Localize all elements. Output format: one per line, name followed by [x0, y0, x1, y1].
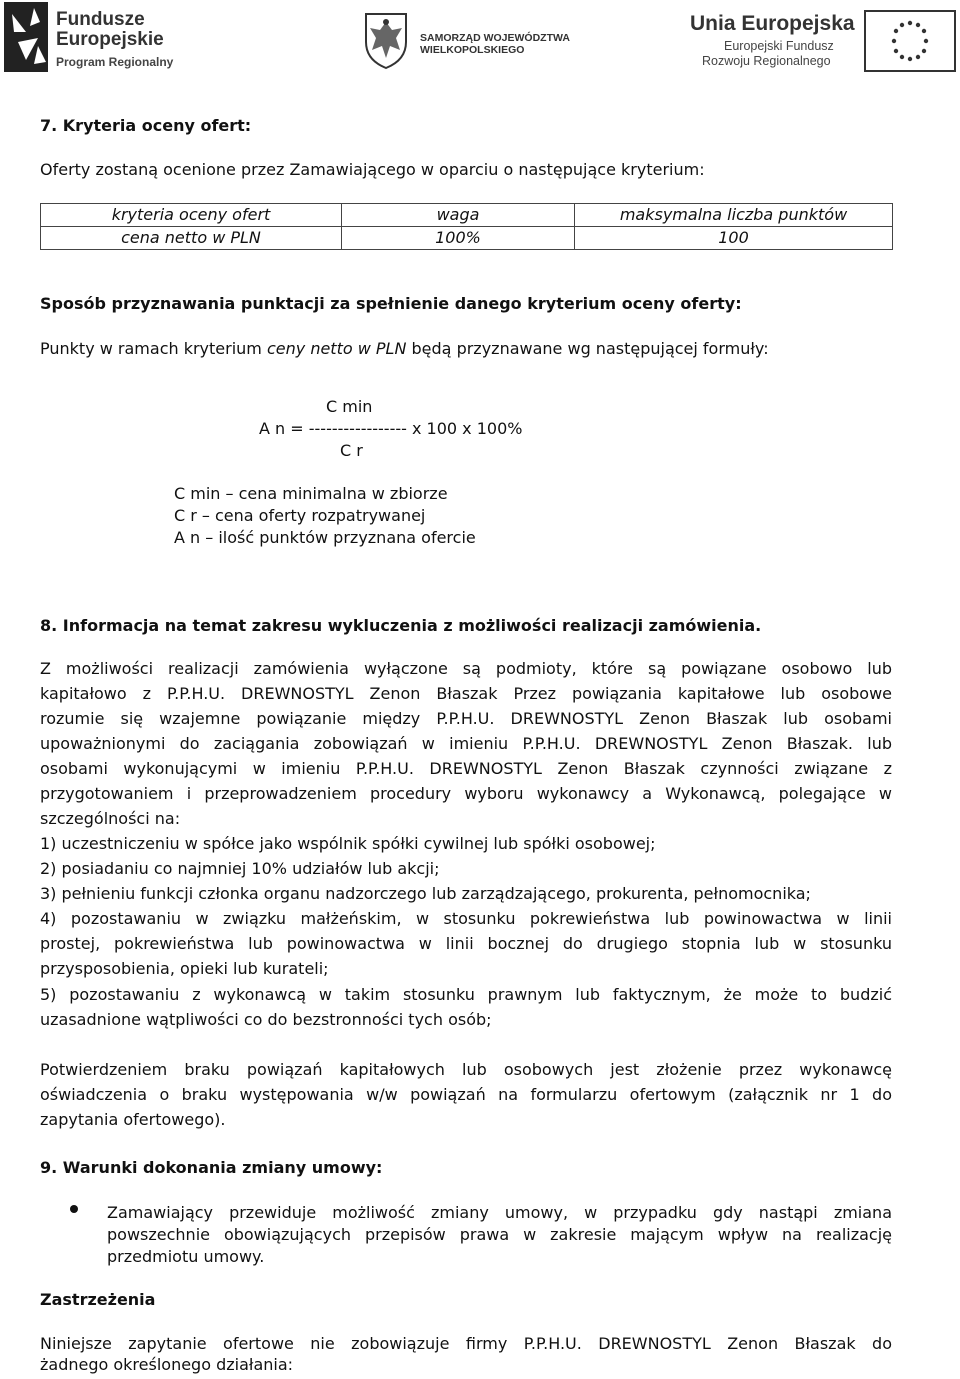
list-item: 1) uczestniczeniu w spółce jako wspólnik spółki cywilnej lub spółki osobowej; [40, 834, 656, 853]
fe-star-mark-icon [4, 2, 50, 74]
section-8-heading: 8. Informacja na temat zakresu wykluczenia z możliwości realizacji zamówienia. [40, 616, 762, 635]
fe-logo-line3: Program Regionalny [56, 55, 174, 69]
bullet-item-line: powszechnie obowiązujących przepisów prawa w zakresie mającym wpływ na realizację [107, 1225, 892, 1244]
fundusze-europejskie-logo [4, 2, 204, 74]
section-7-heading: 7. Kryteria oceny ofert: [40, 116, 252, 135]
formula-legend-item: C min – cena minimalna w zbiorze [174, 484, 448, 503]
table-header-cell: maksymalna liczba punktów [575, 204, 893, 227]
scoring-method-heading: Sposób przyznawania punktacji za spełnienie danego kryterium oceny oferty: [40, 294, 742, 313]
fe-logo-line1: Fundusze [56, 9, 145, 30]
wlkp-logo-line2: WIELKOPOLSKIEGO [420, 44, 525, 56]
page-header [0, 0, 960, 80]
formula-numerator: C min [326, 397, 373, 416]
points-intro-pre: Punkty w ramach kryterium [40, 339, 267, 358]
criteria-table [40, 203, 893, 250]
table-header-cell: waga [342, 204, 575, 227]
points-formula-intro [40, 339, 769, 359]
section-8-paragraph-line: upoważnionymi do zaciągania zobowiązań w imieniu P.P.H.U. DREWNOSTYL Zenon Błaszak. lub [40, 734, 892, 753]
formula-legend-item: A n – ilość punktów przyznana ofercie [174, 528, 476, 547]
list-item-line: 4) pozostawaniu w związku małżeńskim, w stosunku pokrewieństwa lub powinowactwa w linii [40, 909, 892, 928]
reservations-line: Niniejsze zapytanie ofertowe nie zobowiązuje firmy P.P.H.U. DREWNOSTYL Zenon Błaszak do [40, 1334, 892, 1353]
reservations-heading: Zastrzeżenia [40, 1290, 156, 1309]
table-cell: 100% [342, 227, 575, 250]
wlkp-logo-line1: SAMORZĄD WOJEWÓDZTWA [420, 32, 570, 44]
section-9-heading: 9. Warunki dokonania zmiany umowy: [40, 1158, 383, 1177]
eu-logo-line2: Europejski Fundusz [724, 39, 834, 53]
table-header-cell: kryteria oceny ofert [41, 204, 342, 227]
reservations-line: żadnego określonego działania: [40, 1355, 294, 1374]
table-header-row [41, 204, 893, 227]
formula-main-line: A n = ----------------- x 100 x 100% [259, 419, 523, 438]
section-8-paragraph-line: osobami wykonującymi w imieniu P.P.H.U. DREWNOSTYL Zenon Błaszak czynności związane z [40, 759, 892, 778]
formula-legend-item: C r – cena oferty rozpatrywanej [174, 506, 426, 525]
confirmation-paragraph-line: zapytania ofertowego). [40, 1110, 226, 1129]
list-item-line: 5) pozostawaniu z wykonawcą w takim stosunku prawnym lub faktycznym, że może to budzić [40, 985, 892, 1004]
table-row [41, 227, 893, 250]
section-8-paragraph-line: przygotowaniem i przeprowadzeniem procedury wyboru wykonawcy a Wykonawcą, polegające w [40, 784, 892, 803]
eu-logo-line1: Unia Europejska [690, 12, 855, 35]
bullet-icon [70, 1205, 78, 1213]
section-8-paragraph-line: kapitałowo z P.P.H.U. DREWNOSTYL Zenon Błaszak Przez powiązania kapitałowe lub osobowe [40, 684, 892, 703]
section-7-intro: Oferty zostaną ocenione przez Zamawiającego w oparciu o następujące kryterium: [40, 160, 705, 179]
confirmation-paragraph-line: oświadczenia o braku występowania w/w powiązań na formularzu ofertowym (załącznik nr 1 do [40, 1085, 892, 1104]
list-item-line: przysposobienia, opieki lub kurateli; [40, 959, 329, 978]
table-cell: cena netto w PLN [41, 227, 342, 250]
section-8-paragraph-line: rozumie się wzajemne powiązanie między P.P.H.U. DREWNOSTYL Zenon Błaszak lub osobami [40, 709, 892, 728]
points-intro-italic: ceny netto w PLN [266, 339, 407, 358]
unia-europejska-logo [690, 8, 956, 74]
eu-logo-line3: Rozwoju Regionalnego [702, 54, 831, 68]
eu-flag-icon [864, 10, 956, 72]
points-intro-post: będą przyznawane wg następującej formuły: [406, 339, 769, 358]
confirmation-paragraph-line: Potwierdzeniem braku powiązań kapitałowych lub osobowych jest złożenie przez wykonawcę [40, 1060, 892, 1079]
bullet-item-line: przedmiotu umowy. [107, 1247, 265, 1266]
section-8-paragraph-line: szczególności na: [40, 809, 181, 828]
wielkopolska-logo [362, 10, 582, 72]
formula-denominator: C r [340, 441, 363, 460]
eagle-shield-icon [362, 10, 410, 70]
list-item: 2) posiadaniu co najmniej 10% udziałów lub akcji; [40, 859, 440, 878]
table-cell: 100 [575, 227, 893, 250]
bullet-item-line: Zamawiający przewiduje możliwość zmiany umowy, w przypadku gdy nastąpi zmiana [107, 1203, 892, 1222]
list-item: 3) pełnieniu funkcji członka organu nadzorczego lub zarządzającego, prokurenta, pełnomocnika; [40, 884, 811, 903]
fe-logo-line2: Europejskie [56, 29, 164, 50]
list-item-line: uzasadnione wątpliwości co do bezstronności tych osób; [40, 1010, 492, 1029]
section-8-paragraph-line: Z możliwości realizacji zamówienia wyłączone są podmioty, które są powiązane osobowo lub [40, 659, 892, 678]
list-item-line: prostej, pokrewieństwa lub powinowactwa w linii bocznej do drugiego stopnia lub w stosunku [40, 934, 892, 953]
